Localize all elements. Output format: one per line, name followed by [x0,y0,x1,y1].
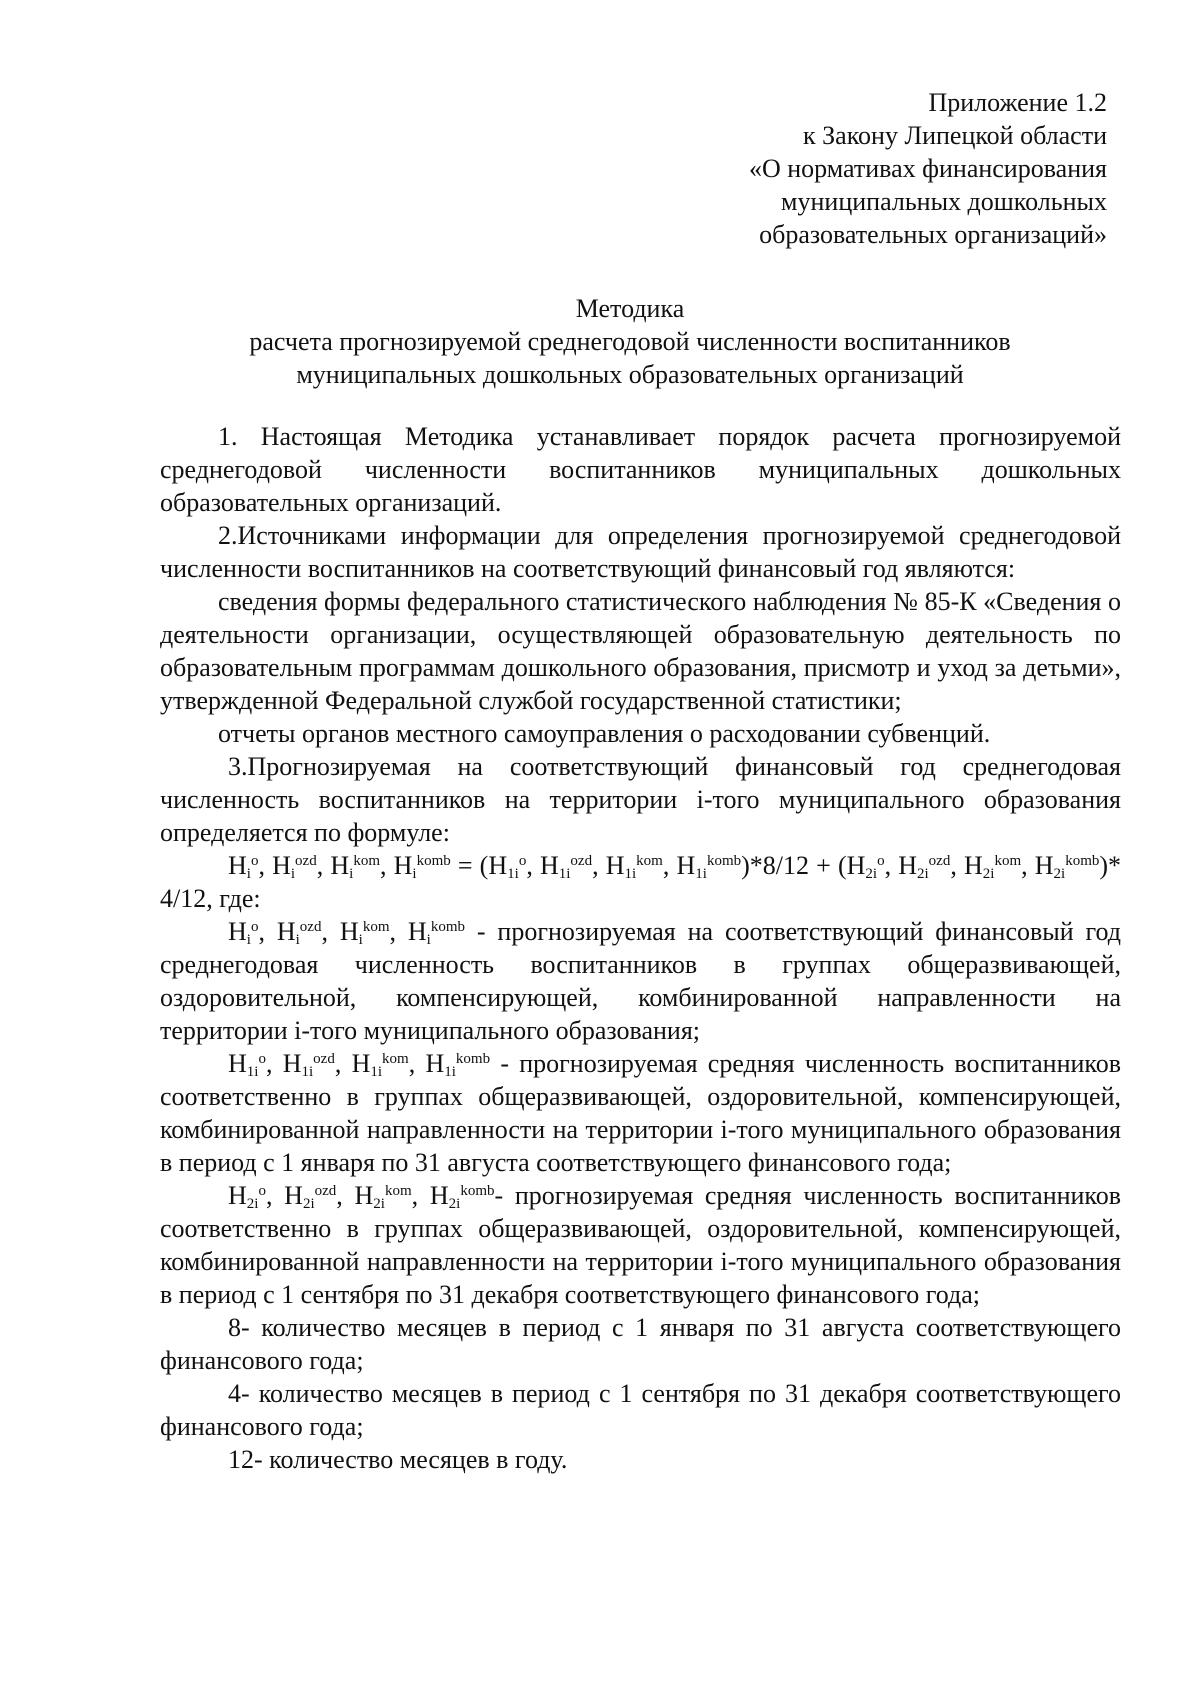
paragraph-3: сведения формы федерального статистического наблюдения № 85-К «Сведения о деятельности организации, осуществляющей образовательную деятельность по образовательным программам дошкольного образования, присмотр и уход за детьми», утвержденной Федеральной службой государственной статистики; [160,587,1121,715]
title-sub-1: расчета прогнозируемой среднегодовой численности воспитанников [249,327,1011,356]
appendix-law-title-2: муниципальных дошкольных [781,187,1107,216]
definition-3: $Н_{2i}^о$, $Н_{2i}^{ozd}$, $Н_{2i}^{kom}$, $Н_{2i}^{komb}-$ прогнозируемая средняя численность воспитанников соответственно в группах общеразвивающей, оздоровительной, компенсирующей, комбинированной направленности на территории i-того муниципального образования в период с 1 сентября по 31 декабря соответствующего финансового года; [160,1181,1122,1309]
appendix-law-title-3: образовательных организаций» [759,220,1107,249]
appendix-law-ref: к Закону Липецкой области [803,121,1107,150]
paragraph-5: 3.Прогнозируемая на соответствующий финансовый год среднегодовая численность воспитанников на территории i-того муниципального образования определяется по формуле: [160,752,1121,847]
title-sub-2: муниципальных дошкольных образовательных организаций [296,360,964,389]
definition-6: 12- количество месяцев в году. [228,1445,568,1474]
document-title [150,292,1110,391]
definition-1: $Н_i^о$, $Н_i^{ozd}$, $Н_i^{kom}$, $Н_i^{komb}$ - прогнозируемая на соответствующий финансовый год среднегодовая численность воспитанников в группах общеразвивающей, оздоровительной, компенсирующей, комбинированной направленности на территории i-того муниципального образования; [160,917,1122,1045]
paragraph-4: отчеты органов местного самоуправления о расходовании субвенций. [218,719,991,748]
formula: $Н_i^о$, $Н_i^{ozd}$, $Н_i^{kom}$, $Н_i^{komb} = (Н_{1i}^о$, $Н_{1i}^{ozd}$, $Н_{1i}^{kom}$, $Н_{1i}^{komb})*8/12 + (Н_{2i}^о$, $Н_{2i}^{ozd}$, $Н_{2i}^{kom}$, $Н_{2i}^{komb})*$ 4/12, где: [160,851,1122,913]
appendix-number: Приложение 1.2 [928,88,1107,117]
document-body [160,420,1121,1476]
appendix-law-title-1: «О нормативах финансирования [748,154,1107,183]
definition-2: $Н_{1i}^о$, $Н_{1i}^{ozd}$, $Н_{1i}^{kom}$, $Н_{1i}^{komb}$ - прогнозируемая средняя численность воспитанников соответственно в группах общеразвивающей, оздоровительной, компенсирующей, комбинированной направленности на территории i-того муниципального образования в период с 1 января по 31 августа соответствующего финансового года; [160,1049,1122,1177]
definition-5: 4- количество месяцев в период с 1 сентября по 31 декабря соответствующего финансового года; [160,1379,1121,1441]
paragraph-2: 2.Источниками информации для определения прогнозируемой среднегодовой численности воспитанников на соответствующий финансовый год являются: [160,521,1121,583]
title-main: Методика [575,294,685,323]
appendix-header [749,86,1107,251]
paragraph-1: 1. Настоящая Методика устанавливает порядок расчета прогнозируемой среднегодовой численности воспитанников муниципальных дошкольных образовательных организаций. [160,422,1121,517]
definition-4: 8- количество месяцев в период с 1 января по 31 августа соответствующего финансового года; [160,1313,1121,1375]
